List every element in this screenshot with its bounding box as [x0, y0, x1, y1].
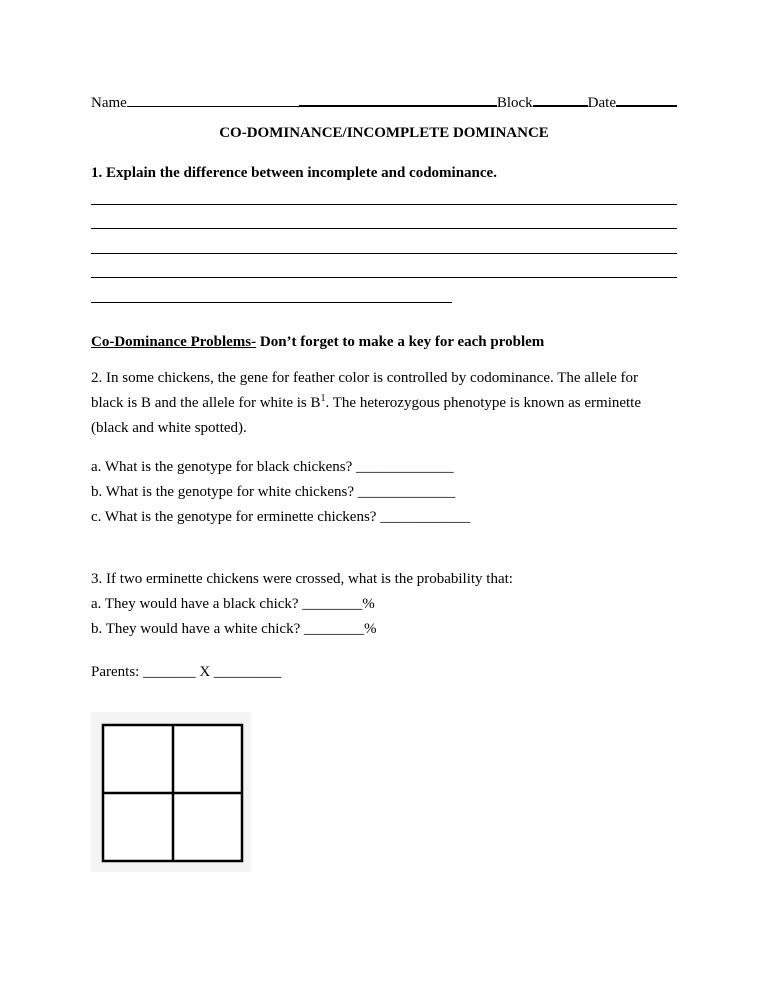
block-field[interactable] — [533, 92, 588, 107]
answer-line[interactable] — [91, 204, 677, 205]
section-heading-underlined: Co-Dominance Problems- — [91, 334, 257, 350]
question-1: 1. Explain the difference between incomplete and codominance. — [91, 165, 497, 181]
question-2-line-3: (black and white spotted). — [91, 420, 247, 436]
question-2-line-2-pre: black is B and the allele for white is B — [91, 395, 321, 411]
question-2-line-2 — [91, 395, 641, 412]
answer-line[interactable] — [91, 228, 677, 229]
answer-line[interactable] — [91, 302, 452, 303]
date-label: Date — [587, 95, 616, 111]
parents-line: Parents: _______ X _________ — [91, 664, 282, 680]
name-field-extension[interactable] — [299, 92, 497, 107]
date-field[interactable] — [616, 92, 677, 107]
punnett-square — [91, 712, 251, 872]
header-row — [91, 92, 677, 112]
name-field[interactable] — [127, 93, 299, 107]
question-2-line-2-post: . The heterozygous phenotype is known as erminette — [325, 395, 642, 411]
answer-line[interactable] — [91, 277, 677, 278]
question-2-line-1: 2. In some chickens, the gene for feather color is controlled by codominance. The allele for — [91, 370, 639, 386]
answer-line[interactable] — [91, 253, 677, 254]
section-heading — [91, 334, 544, 351]
block-label: Block — [496, 95, 533, 111]
question-2b: b. What is the genotype for white chickens? _____________ — [91, 484, 456, 500]
page-title: CO-DOMINANCE/INCOMPLETE DOMINANCE — [219, 125, 549, 141]
question-3a: a. They would have a black chick? ________% — [91, 596, 375, 612]
question-2c: c. What is the genotype for erminette chickens? ____________ — [91, 509, 471, 525]
question-3b: b. They would have a white chick? ________% — [91, 621, 377, 637]
allele-superscript: 1 — [320, 393, 326, 404]
question-2a: a. What is the genotype for black chickens? _____________ — [91, 459, 454, 475]
section-heading-rest: Don’t forget to make a key for each problem — [256, 334, 545, 350]
name-label: Name — [91, 95, 127, 111]
question-3-intro: 3. If two erminette chickens were crossed, what is the probability that: — [91, 571, 513, 587]
